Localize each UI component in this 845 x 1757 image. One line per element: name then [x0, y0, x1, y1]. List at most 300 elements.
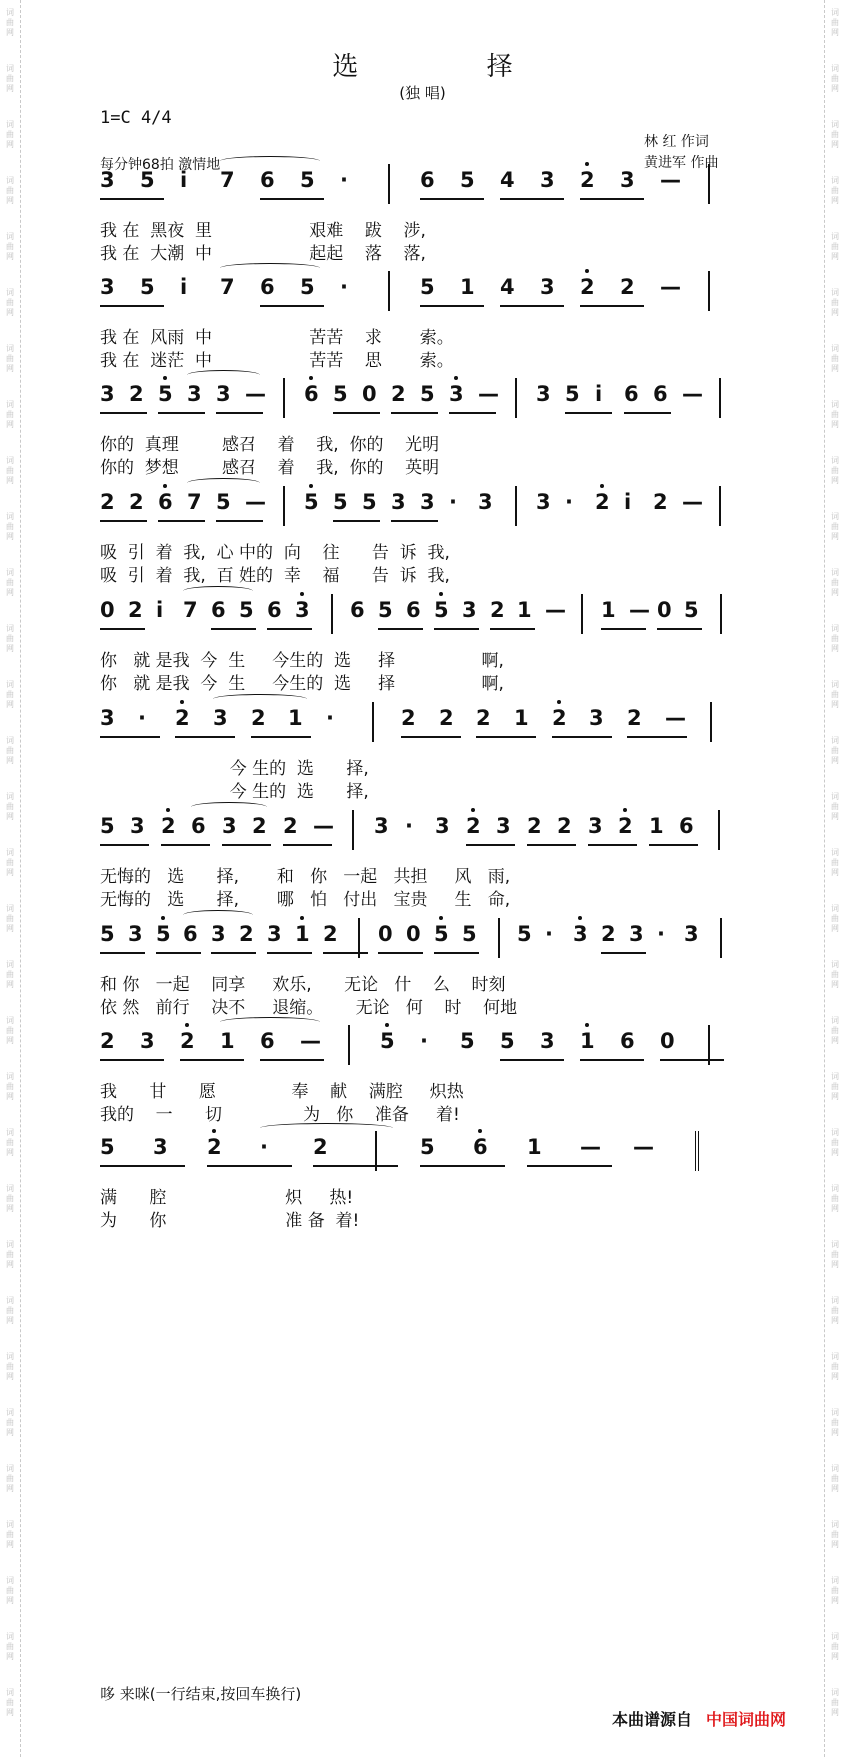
octave-dot — [300, 592, 304, 596]
composer-credit: 黄进军 作曲 — [644, 155, 719, 171]
slur — [220, 156, 320, 166]
watermark-text: 词 曲 网 — [6, 1576, 14, 1605]
beam-underline — [601, 952, 646, 954]
beam-underline — [527, 1165, 612, 1167]
note: 0 — [378, 922, 393, 946]
octave-dot — [623, 808, 627, 812]
watermark-text: 词 曲 网 — [831, 792, 839, 821]
note: 2 — [552, 706, 567, 730]
beam-underline — [158, 520, 205, 522]
note: — — [545, 598, 566, 622]
beam-underline — [283, 844, 332, 846]
note: 2 — [527, 814, 542, 838]
watermark-text: 词 曲 网 — [6, 232, 14, 261]
watermark-text: 词 曲 网 — [831, 456, 839, 485]
score-system — [100, 1131, 740, 1175]
bar-line — [348, 1025, 350, 1065]
watermark-text: 词 曲 网 — [831, 344, 839, 373]
note: 5 — [300, 275, 315, 299]
note: 2 — [129, 490, 144, 514]
beam-underline — [323, 952, 368, 954]
beam-underline — [434, 628, 479, 630]
note: · — [340, 275, 348, 299]
note: 2 — [129, 382, 144, 406]
note: 6 — [420, 168, 435, 192]
watermark-text: 词 曲 网 — [831, 288, 839, 317]
watermark-text: 词 曲 网 — [831, 624, 839, 653]
note: 3 — [100, 382, 115, 406]
lyric-line: 今 生的 选 择, — [100, 759, 369, 779]
lyric-line: 我 在 黑夜 里 艰难 跋 涉, — [100, 221, 426, 241]
watermark-text: 词 曲 网 — [831, 1632, 839, 1661]
note: 3 — [620, 168, 635, 192]
lyric-line: 你的 梦想 感召 着 我, 你的 英明 — [100, 458, 440, 478]
note: 3 — [540, 1029, 555, 1053]
octave-dot — [185, 1023, 189, 1027]
slur — [220, 1017, 320, 1027]
lyric-line: 今 生的 选 择, — [100, 782, 369, 802]
note: — — [682, 490, 703, 514]
bar-line — [283, 378, 285, 418]
note: 3 — [588, 814, 603, 838]
octave-dot — [439, 592, 443, 596]
note: 5 — [565, 382, 580, 406]
octave-dot — [471, 808, 475, 812]
beam-underline — [420, 198, 484, 200]
lyric-line: 为 你 准 备 着! — [100, 1211, 360, 1231]
beam-underline — [420, 1165, 505, 1167]
note: 5 — [140, 168, 155, 192]
right-watermark-strip — [824, 0, 845, 1757]
octave-dot — [585, 1023, 589, 1027]
octave-dot — [385, 1023, 389, 1027]
beam-underline — [420, 305, 484, 307]
beam-underline — [657, 628, 702, 630]
note: — — [245, 490, 266, 514]
song-title: 选 择 — [332, 52, 573, 82]
octave-dot — [163, 484, 167, 488]
bar-line — [375, 1131, 377, 1171]
beam-underline — [100, 628, 145, 630]
note: 6 — [260, 275, 275, 299]
note: 1 — [649, 814, 664, 838]
note: 5 — [333, 490, 348, 514]
note: 5 — [156, 922, 171, 946]
beam-underline — [449, 412, 496, 414]
score-system — [100, 378, 740, 422]
watermark-text: 词 曲 网 — [6, 512, 14, 541]
note: 3 — [629, 922, 644, 946]
watermark-text: 词 曲 网 — [831, 1576, 839, 1605]
note: 3 — [222, 814, 237, 838]
note: 6 — [620, 1029, 635, 1053]
watermark-text: 词 曲 网 — [6, 288, 14, 317]
watermark-text: 词 曲 网 — [831, 1072, 839, 1101]
note: 3 — [536, 490, 551, 514]
note: 6 — [267, 598, 282, 622]
beam-underline — [100, 412, 147, 414]
beam-underline — [580, 1059, 644, 1061]
bar-line — [720, 918, 722, 958]
note: 6 — [473, 1135, 488, 1159]
score-system — [100, 271, 740, 315]
note: 2 — [252, 814, 267, 838]
note: 5 — [517, 922, 532, 946]
beam-underline — [649, 844, 698, 846]
note: — — [682, 382, 703, 406]
score-system — [100, 486, 740, 530]
note: — — [629, 598, 650, 622]
octave-dot — [163, 376, 167, 380]
octave-dot — [161, 916, 165, 920]
score-system — [100, 1025, 740, 1069]
watermark-text: 词 曲 网 — [831, 568, 839, 597]
note: 7 — [220, 168, 235, 192]
note: 5 — [158, 382, 173, 406]
beam-underline — [500, 198, 564, 200]
note: 3 — [100, 168, 115, 192]
note: 5 — [140, 275, 155, 299]
watermark-text: 词 曲 网 — [831, 960, 839, 989]
note: 2 — [476, 706, 491, 730]
beam-underline — [260, 1059, 324, 1061]
note: 3 — [540, 275, 555, 299]
beam-underline — [100, 1165, 185, 1167]
watermark-text: 词 曲 网 — [831, 232, 839, 261]
note: 2 — [490, 598, 505, 622]
note: 2 — [466, 814, 481, 838]
left-watermark-strip — [0, 0, 21, 1757]
watermark-text: 词 曲 网 — [831, 176, 839, 205]
tempo-marking: 每分钟68拍 激情地 — [100, 157, 221, 173]
note: 1 — [601, 598, 616, 622]
note: 5 — [100, 814, 115, 838]
note: — — [580, 1135, 601, 1159]
note: 1 — [460, 275, 475, 299]
beam-underline — [251, 736, 311, 738]
watermark-text: 词 曲 网 — [831, 1408, 839, 1437]
source-credit — [612, 1707, 786, 1730]
note: 5 — [100, 922, 115, 946]
note: 5 — [434, 598, 449, 622]
slur — [220, 263, 320, 273]
note: 7 — [183, 598, 198, 622]
beam-underline — [588, 844, 637, 846]
beam-underline — [156, 952, 201, 954]
slur — [187, 370, 260, 380]
watermark-text: 词 曲 网 — [6, 1016, 14, 1045]
bar-line — [708, 1025, 710, 1065]
bar-line — [708, 271, 710, 311]
note: 2 — [401, 706, 416, 730]
beam-underline — [401, 736, 461, 738]
bar-line — [720, 594, 722, 634]
note: i — [595, 382, 603, 406]
note: 2 — [618, 814, 633, 838]
note: 5 — [378, 598, 393, 622]
lyric-line: 我 在 迷茫 中 苦苦 思 索。 — [100, 351, 454, 371]
note: 6 — [679, 814, 694, 838]
note: 5 — [216, 490, 231, 514]
note: 5 — [304, 490, 319, 514]
note: 1 — [220, 1029, 235, 1053]
note: i — [156, 598, 164, 622]
lyric-line: 我 在 大潮 中 起起 落 落, — [100, 244, 426, 264]
octave-dot — [309, 376, 313, 380]
octave-dot — [600, 484, 604, 488]
watermark-text: 词 曲 网 — [831, 64, 839, 93]
watermark-text: 词 曲 网 — [6, 680, 14, 709]
watermark-text: 词 曲 网 — [6, 456, 14, 485]
watermark-text: 词 曲 网 — [831, 848, 839, 877]
note: 0 — [362, 382, 377, 406]
note: 6 — [624, 382, 639, 406]
bar-line — [352, 810, 354, 850]
note: 3 — [684, 922, 699, 946]
beam-underline — [100, 1059, 164, 1061]
note: 6 — [260, 168, 275, 192]
note: 3 — [449, 382, 464, 406]
note: 3 — [100, 706, 115, 730]
watermark-text: 词 曲 网 — [831, 1240, 839, 1269]
beam-underline — [267, 952, 312, 954]
bar-line — [331, 594, 333, 634]
beam-underline — [100, 952, 145, 954]
note: — — [478, 382, 499, 406]
note: 6 — [191, 814, 206, 838]
note: 1 — [527, 1135, 542, 1159]
note: 3 — [435, 814, 450, 838]
note: 1 — [517, 598, 532, 622]
score-system — [100, 594, 740, 638]
octave-dot — [585, 269, 589, 273]
input-hint: 哆 来咪(一行结束,按回车换行) — [100, 1685, 302, 1703]
note: — — [660, 168, 681, 192]
bar-line — [695, 1131, 699, 1171]
beam-underline — [552, 736, 612, 738]
note: 3 — [478, 490, 493, 514]
note: i — [624, 490, 632, 514]
lyric-line: 你的 真理 感召 着 我, 你的 光明 — [100, 435, 440, 455]
beam-underline — [211, 628, 256, 630]
note: 2 — [251, 706, 266, 730]
slur — [213, 694, 307, 704]
bar-line — [358, 918, 360, 958]
note: 2 — [627, 706, 642, 730]
note: 2 — [601, 922, 616, 946]
watermark-text: 词 曲 网 — [831, 8, 839, 37]
beam-underline — [260, 305, 324, 307]
note: 3 — [128, 922, 143, 946]
beam-underline — [161, 844, 210, 846]
beam-underline — [624, 412, 671, 414]
note: 2 — [439, 706, 454, 730]
beam-underline — [627, 736, 687, 738]
note: 3 — [496, 814, 511, 838]
note: 3 — [267, 922, 282, 946]
note: 2 — [207, 1135, 222, 1159]
beam-underline — [527, 844, 576, 846]
watermark-text: 词 曲 网 — [831, 1296, 839, 1325]
octave-dot — [439, 916, 443, 920]
score-system — [100, 918, 740, 962]
note: 2 — [323, 922, 338, 946]
note: — — [660, 275, 681, 299]
beam-underline — [333, 412, 380, 414]
note: i — [180, 275, 188, 299]
lyric-line: 你 就 是我 今 生 今生的 选 择 啊, — [100, 651, 504, 671]
note: 1 — [514, 706, 529, 730]
beam-underline — [158, 412, 205, 414]
note: · — [138, 706, 146, 730]
note: 2 — [175, 706, 190, 730]
octave-dot — [478, 1129, 482, 1133]
octave-dot — [166, 808, 170, 812]
watermark-text: 词 曲 网 — [831, 1184, 839, 1213]
note: 3 — [589, 706, 604, 730]
song-subtitle: (独 唱) — [399, 84, 446, 102]
note: 3 — [420, 490, 435, 514]
watermark-text: 词 曲 网 — [831, 680, 839, 709]
beam-underline — [500, 305, 564, 307]
watermark-text: 词 曲 网 — [6, 1352, 14, 1381]
watermark-text: 词 曲 网 — [831, 904, 839, 933]
bar-line — [388, 164, 390, 204]
watermark-text: 词 曲 网 — [831, 1688, 839, 1717]
note: · — [326, 706, 334, 730]
note: 3 — [130, 814, 145, 838]
beam-underline — [580, 305, 644, 307]
note: 1 — [580, 1029, 595, 1053]
note: 0 — [406, 922, 421, 946]
beam-underline — [434, 952, 479, 954]
note: 3 — [213, 706, 228, 730]
bar-line — [283, 486, 285, 526]
note: i — [180, 168, 188, 192]
watermark-text: 词 曲 网 — [6, 64, 14, 93]
note: · — [565, 490, 573, 514]
note: 6 — [183, 922, 198, 946]
watermark-text: 词 曲 网 — [831, 120, 839, 149]
watermark-text: 词 曲 网 — [831, 1520, 839, 1549]
note: 6 — [406, 598, 421, 622]
note: 3 — [462, 598, 477, 622]
note: 3 — [536, 382, 551, 406]
note: 0 — [100, 598, 115, 622]
lyric-line: 我 在 风雨 中 苦苦 求 索。 — [100, 328, 454, 348]
bar-line — [372, 702, 374, 742]
lyric-line: 我的 一 切 为 你 准备 着! — [100, 1105, 460, 1125]
bar-line — [708, 164, 710, 204]
note: 5 — [500, 1029, 515, 1053]
note: 5 — [462, 922, 477, 946]
watermark-text: 词 曲 网 — [831, 1464, 839, 1493]
watermark-text: 词 曲 网 — [6, 624, 14, 653]
slur — [260, 1123, 393, 1133]
note: 5 — [420, 1135, 435, 1159]
note: — — [245, 382, 266, 406]
source-site-link[interactable]: 中国词曲网 — [706, 1710, 787, 1729]
beam-underline — [601, 628, 646, 630]
note: — — [633, 1135, 654, 1159]
octave-dot — [180, 700, 184, 704]
watermark-text: 词 曲 网 — [6, 120, 14, 149]
note: 2 — [180, 1029, 195, 1053]
watermark-text: 词 曲 网 — [831, 400, 839, 429]
score-system — [100, 810, 740, 854]
note: 6 — [304, 382, 319, 406]
note: — — [313, 814, 334, 838]
beam-underline — [466, 844, 515, 846]
note: 2 — [128, 598, 143, 622]
bar-line — [719, 486, 721, 526]
beam-underline — [313, 1165, 398, 1167]
watermark-text: 词 曲 网 — [6, 1184, 14, 1213]
watermark-text: 词 曲 网 — [6, 1520, 14, 1549]
note: 3 — [295, 598, 310, 622]
note: 2 — [620, 275, 635, 299]
octave-dot — [578, 916, 582, 920]
watermark-text: 词 曲 网 — [831, 1016, 839, 1045]
lyric-line: 吸 引 着 我, 百 姓的 幸 福 告 诉 我, — [100, 566, 450, 586]
key-signature: 1=C 4/4 — [100, 108, 172, 128]
beam-underline — [500, 1059, 564, 1061]
note: 6 — [211, 598, 226, 622]
lyric-line: 我 甘 愿 奉 献 满腔 炽热 — [100, 1082, 464, 1102]
beam-underline — [565, 412, 612, 414]
beam-underline — [260, 198, 324, 200]
score-system — [100, 702, 740, 746]
beam-underline — [267, 628, 312, 630]
note: 4 — [500, 168, 515, 192]
note: 5 — [460, 168, 475, 192]
note: 3 — [374, 814, 389, 838]
note: 6 — [350, 598, 365, 622]
source-label: 本曲谱源自 — [612, 1710, 693, 1729]
beam-underline — [216, 520, 263, 522]
note: 2 — [557, 814, 572, 838]
note: · — [449, 490, 457, 514]
note: 3 — [573, 922, 588, 946]
watermark-text: 词 曲 网 — [831, 1128, 839, 1157]
note: 6 — [653, 382, 668, 406]
note: 3 — [140, 1029, 155, 1053]
slur — [187, 478, 260, 488]
bar-line — [498, 918, 500, 958]
beam-underline — [100, 844, 149, 846]
watermark-text: 词 曲 网 — [831, 1352, 839, 1381]
note: 0 — [657, 598, 672, 622]
note: 2 — [653, 490, 668, 514]
lyric-line: 和 你 一起 同享 欢乐, 无论 什 么 时刻 — [100, 975, 506, 995]
note: 5 — [684, 598, 699, 622]
note: 2 — [313, 1135, 328, 1159]
note: 5 — [460, 1029, 475, 1053]
lyric-line: 你 就 是我 今 生 今生的 选 择 啊, — [100, 674, 504, 694]
slur — [183, 910, 253, 920]
score-system — [100, 164, 740, 208]
watermark-text: 词 曲 网 — [6, 1296, 14, 1325]
note: 3 — [153, 1135, 168, 1159]
beam-underline — [100, 520, 147, 522]
note: 5 — [434, 922, 449, 946]
octave-dot — [212, 1129, 216, 1133]
beam-underline — [391, 412, 438, 414]
beam-underline — [391, 520, 438, 522]
note: 2 — [100, 490, 115, 514]
lyric-line: 无悔的 选 择, 哪 怕 付出 宝贵 生 命, — [100, 890, 511, 910]
note: 2 — [283, 814, 298, 838]
